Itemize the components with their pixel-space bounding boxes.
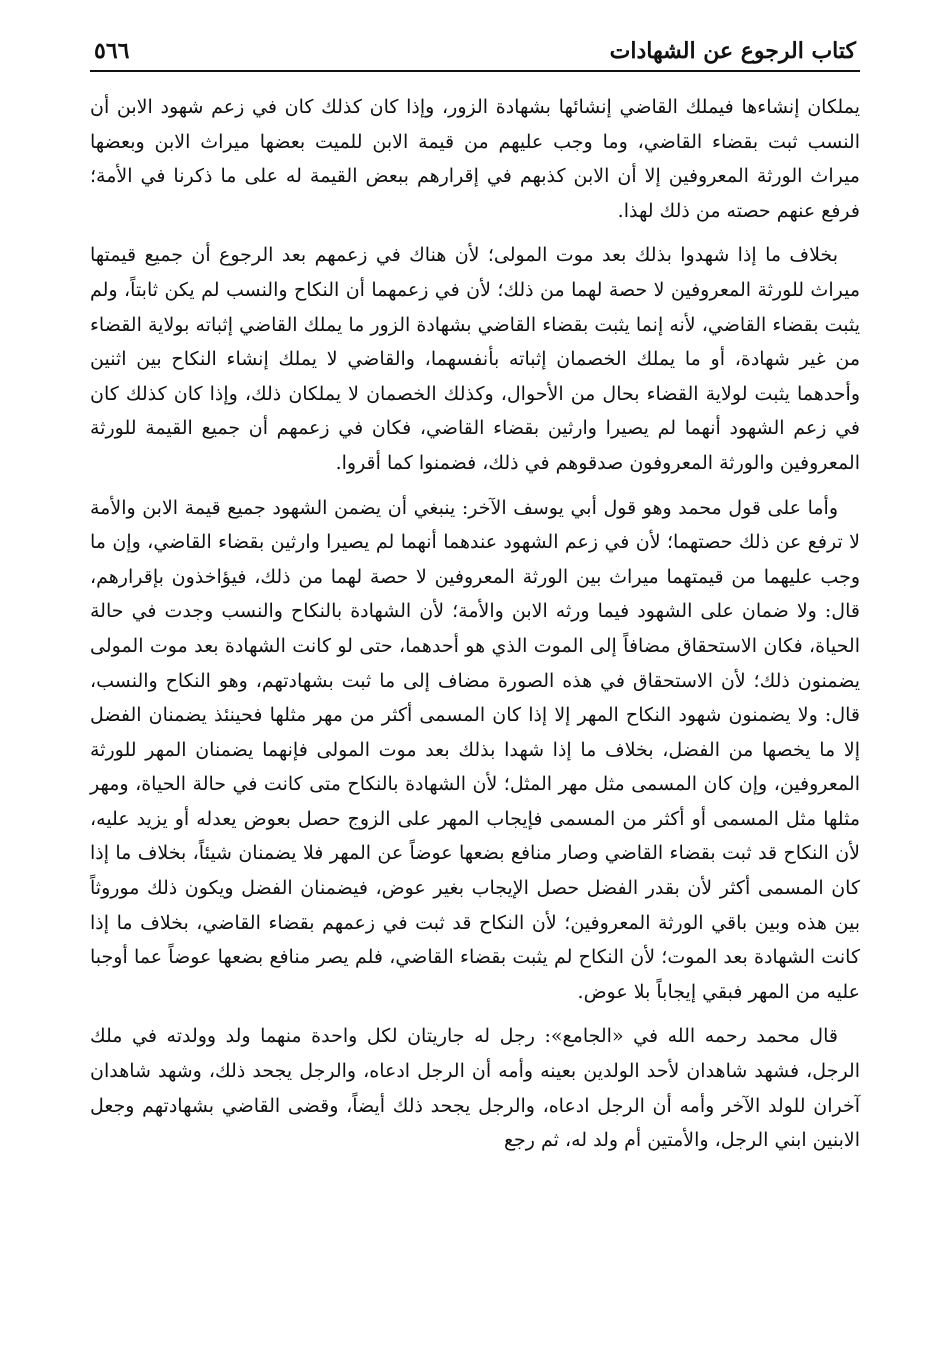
page-header — [90, 28, 860, 72]
page-body — [90, 90, 860, 1158]
paragraph-2: بخلاف ما إذا شهدوا بذلك بعد موت المولى؛ لأن هناك في زعمهم بعد الرجوع أن جميع قيمتها ميراث للورثة المعروفين لا حصة لهما من ذلك؛ لأن في زعمهما أن النكاح والنسب لم يكن ثابتاً، ولم يثبت بقضاء القاضي، لأنه إنما يثبت بقضاء القاضي بشهادة الزور ما يملك القاضي إثباته بولاية القضاء من غير شهادة، أو ما يملك الخصمان إثباته بأنفسهما، والقاضي لا يملك إنشاء النكاح بين اثنين وأحدهما يثبت لولاية القضاء بحال من الأحوال، وكذلك الخصمان لا يملكان ذلك، وإذا كان كذلك كان في زعم الشهود أنهما لم يصيرا وارثين بقضاء القاضي، فكان في زعمهم أن جميع القيمة للورثة المعروفين والورثة المعروفون صدقوهم في ذلك، فضمنوا كما أقروا. — [90, 244, 860, 474]
paragraph-1: يملكان إنشاءها فيملك القاضي إنشائها بشهادة الزور، وإذا كان كذلك كان في زعم شهود الابن أن النسب ثبت بقضاء القاضي، وما وجب عليهم من قيمة الابن للميت بعضها ميراث الابن وبعضها ميراث الورثة المعروفين إلا أن الابن كذبهم في إقرارهم ببعض القيمة له على ما ذكرنا في الأمة؛ فرفع عنهم حصته من ذلك لهذا. — [90, 96, 860, 222]
document-page — [90, 28, 860, 1348]
paragraph-4: قال محمد رحمه الله في «الجامع»: رجل له جاريتان لكل واحدة منهما ولد وولدته في ملك الرجل، فشهد شاهدان لأحد الولدين بعينه وأمه أن الرجل ادعاه، والرجل يجحد ذلك، وشهد شاهدان آخران للولد الآخر وأمه أن الرجل ادعاه، والرجل يجحد ذلك أيضاً، وقضى القاضي بشهادتهم وجعل الابنين ابني الرجل، والأمتين أم ولد له، ثم رجع — [90, 1025, 860, 1152]
page-number: ٥٦٦ — [94, 38, 130, 64]
running-title: كتاب الرجوع عن الشهادات — [609, 38, 856, 64]
paragraph-3: وأما على قول محمد وهو قول أبي يوسف الآخر: ينبغي أن يضمن الشهود جميع قيمة الابن والأمة لا ترفع عن ذلك حصتهما؛ لأن في زعم الشهود عندهما أنهما لم يصيرا وارثين بقضاء القاضي، وإن ما وجب عليهما من قيمتهما ميراث بين الورثة المعروفين لا حصة لهما من ذلك، فيؤاخذون بإقرارهم، قال: ولا ضمان على الشهود فيما ورثه الابن والأمة؛ لأن الشهادة بالنكاح والنسب وجدت في حالة الحياة، فكان الاستحقاق مضافاً إلى الموت الذي هو أحدهما، حتى لو كانت الشهادة بعد موت المولى يضمنون ذلك؛ لأن الاستحقاق في هذه الصورة مضاف إلى ما ثبت بشهادتهم، وهو النكاح والنسب، قال: ولا يضمنون شهود النكاح المهر إلا إذا كان المسمى أكثر من مهر مثلها فحينئذ يضمنان الفضل إلا ما يخصها من الفضل، بخلاف ما إذا شهدا بذلك بعد موت المولى فإنهما يضمنان المهر للورثة المعروفين، وإن كان المسمى مثل مهر المثل؛ لأن الشهادة بالنكاح متى كانت في حالة الحياة، ومهر مثلها مثل المسمى أو أكثر من المسمى فإيجاب المهر على الزوج حصل بعوض يعدله أو يزيد عليه، لأن النكاح قد ثبت بقضاء القاضي وصار منافع بضعها عوضاً عن المهر فلا يضمنان شيئاً، بخلاف ما إذا كان المسمى أكثر لأن بقدر الفضل حصل الإيجاب بغير عوض، فيضمنان الفضل ويكون ذلك موروثاً بين هذه وبين باقي الورثة المعروفين؛ لأن النكاح قد ثبت في زعمهم بقضاء القاضي، بخلاف ما إذا كانت الشهادة بعد الموت؛ لأن النكاح لم يثبت بقضاء القاضي، فلم يصر منافع بضعها عوضاً عما أوجبا عليه من المهر فبقي إيجاباً بلا عوض. — [90, 496, 860, 1003]
